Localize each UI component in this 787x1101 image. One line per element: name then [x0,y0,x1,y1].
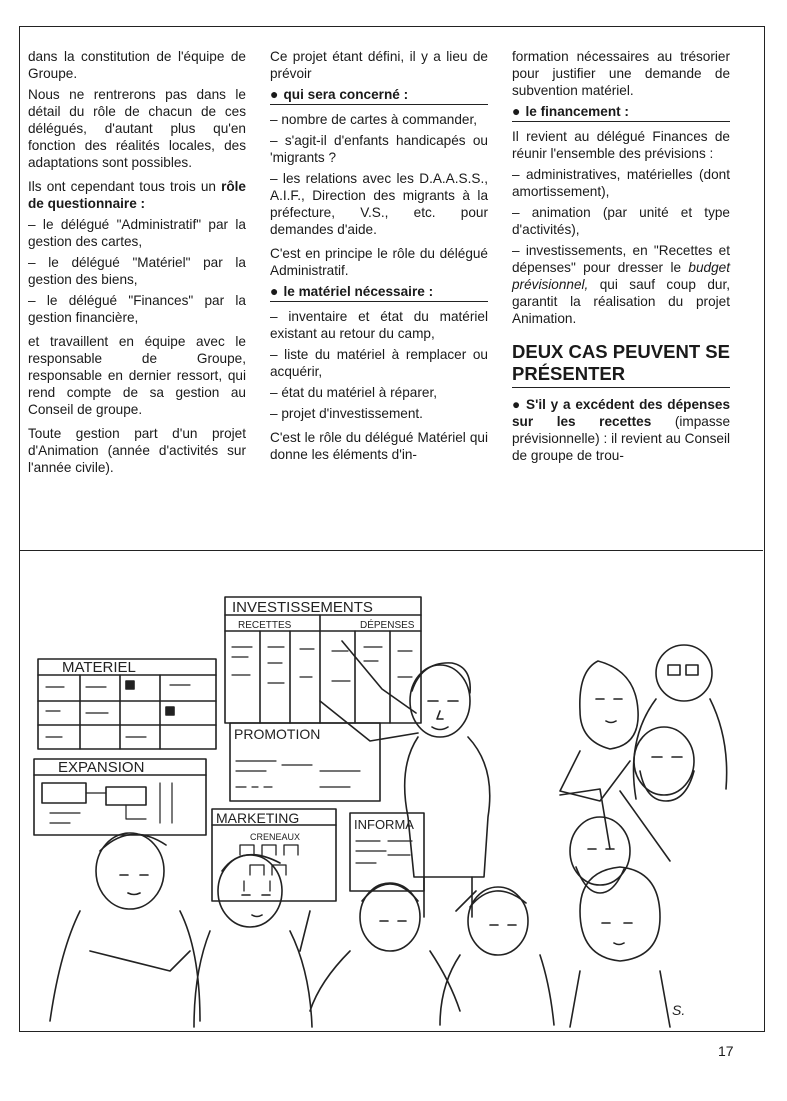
list-item: – le délégué "Matériel" par la gestion des biens, [28,255,246,287]
list-item: – projet d'investissement. [270,406,423,421]
board-title: INVESTISSEMENTS [232,599,373,616]
paragraph: C'est le rôle du délégué Matériel qui donne les éléments d'in- [270,430,488,462]
meeting-illustration [20,551,763,1029]
bullet-icon: ● [512,397,522,412]
board-expansion [34,759,206,835]
list-item: – nombre de cartes à commander, [270,112,478,127]
listener-girl-braids [310,883,460,1011]
board-title: MATERIEL [62,659,136,676]
text: (impasse prévisionnelle) : il revient au Conseil de groupe de trou- [512,414,731,463]
board-subtitle: DÉPENSES [360,620,415,631]
paragraph: et travaillent en équipe avec le responsable de Groupe, responsable en dernier ressort, qui rend compte de sa gestion au Conseil de groupe. [28,334,246,417]
list-item: – le délégué "Administratif" par la gestion des cartes, [28,217,246,249]
section-heading [270,283,488,302]
board-title: MARKETING [216,810,300,826]
text: Ils ont cependant tous trois un [28,179,222,194]
board-materiel [38,659,216,749]
italic-text: budget prévisionnel, [512,260,730,292]
list-item: – liste du matériel à remplacer ou acquérir, [270,347,488,379]
column-2 [270,48,488,470]
list-item: – les relations avec les D.A.A.S.S., A.I.F., Direction des migrants à la préfecture, V.S., etc. pour demandes d'aide. [270,171,488,237]
heading-text: qui sera concerné : [283,87,409,102]
board-title: PROMOTION [234,726,321,742]
listener-woman-front [570,867,670,1027]
list-item [512,242,730,327]
list-item: – s'agit-il d'enfants handicapés ou 'migrants ? [270,133,488,165]
list-item: – le délégué "Finances" par la gestion financière, [28,293,246,325]
list-item: – administratives, matérielles (dont amortissement), [512,167,730,199]
list-item: – animation (par unité et type d'activités), [512,205,730,237]
board-informa [350,813,424,891]
listener-glasses-man [634,645,727,799]
board-promotion [230,723,380,801]
paragraph: Il revient au délégué Finances de réunir l'ensemble des prévisions : [512,129,730,161]
listener-woman-right [560,661,638,801]
paragraph [28,178,246,212]
section-title: DEUX CAS PEUVENT SE PRÉSENTER [512,341,730,388]
board-title: EXPANSION [58,759,145,776]
bullet-icon: ● [270,283,279,299]
bullet-icon: ● [512,103,521,119]
bullet-icon: ● [270,86,279,102]
board-marketing [212,809,336,901]
listener-bearded-man [560,727,694,861]
paragraph: Nous ne rentrerons pas dans le détail du rôle de chacun de ces délégués, d'autant plus qu'en fonction des réalités locales, des adaptations sont possibles. [28,87,246,170]
paragraph: C'est en principe le rôle du délégué Administratif. [270,246,488,278]
paragraph: formation nécessaires au trésorier pour justifier une demande de subvention matériel. [512,49,730,98]
paragraph: Toute gestion part d'un projet d'Animation (année d'activités sur l'année civile). [28,426,246,475]
section-heading [512,103,730,122]
signature: S. [672,1002,686,1018]
listener-bearded-man-2 [570,817,630,893]
section-heading [270,86,488,105]
column-1 [28,48,246,483]
bold-text: rôle de questionnaire : [28,179,246,211]
list-item: – état du matériel à réparer, [270,385,437,400]
board-title: INFORMA [354,817,414,832]
illustration [20,551,763,1029]
text-area [20,27,763,551]
paragraph: Ce projet étant défini, il y a lieu de prévoir [270,49,488,81]
text: qui sauf coup dur, garantit la réalisation du projet Animation. [512,277,730,326]
presenter-figure [320,641,490,917]
board-subtitle: CRENEAUX [250,832,301,842]
board-subtitle: RECETTES [238,620,292,631]
paragraph [512,396,730,464]
heading-text: le financement : [525,104,629,119]
bold-text: S'il y a excédent des dépenses sur les recettes [512,397,731,429]
page-number: 17 [718,1043,734,1059]
heading-text: le matériel nécessaire : [283,284,434,299]
listener-man-arms-crossed [50,833,200,1021]
column-3 [512,48,730,471]
text: – investissements, en "Recettes et dépenses" pour dresser le [512,243,730,275]
paragraph: dans la constitution de l'équipe de Groupe. [28,49,246,81]
page-frame [19,26,765,1032]
list-item: – inventaire et état du matériel existant au retour du camp, [270,309,488,341]
